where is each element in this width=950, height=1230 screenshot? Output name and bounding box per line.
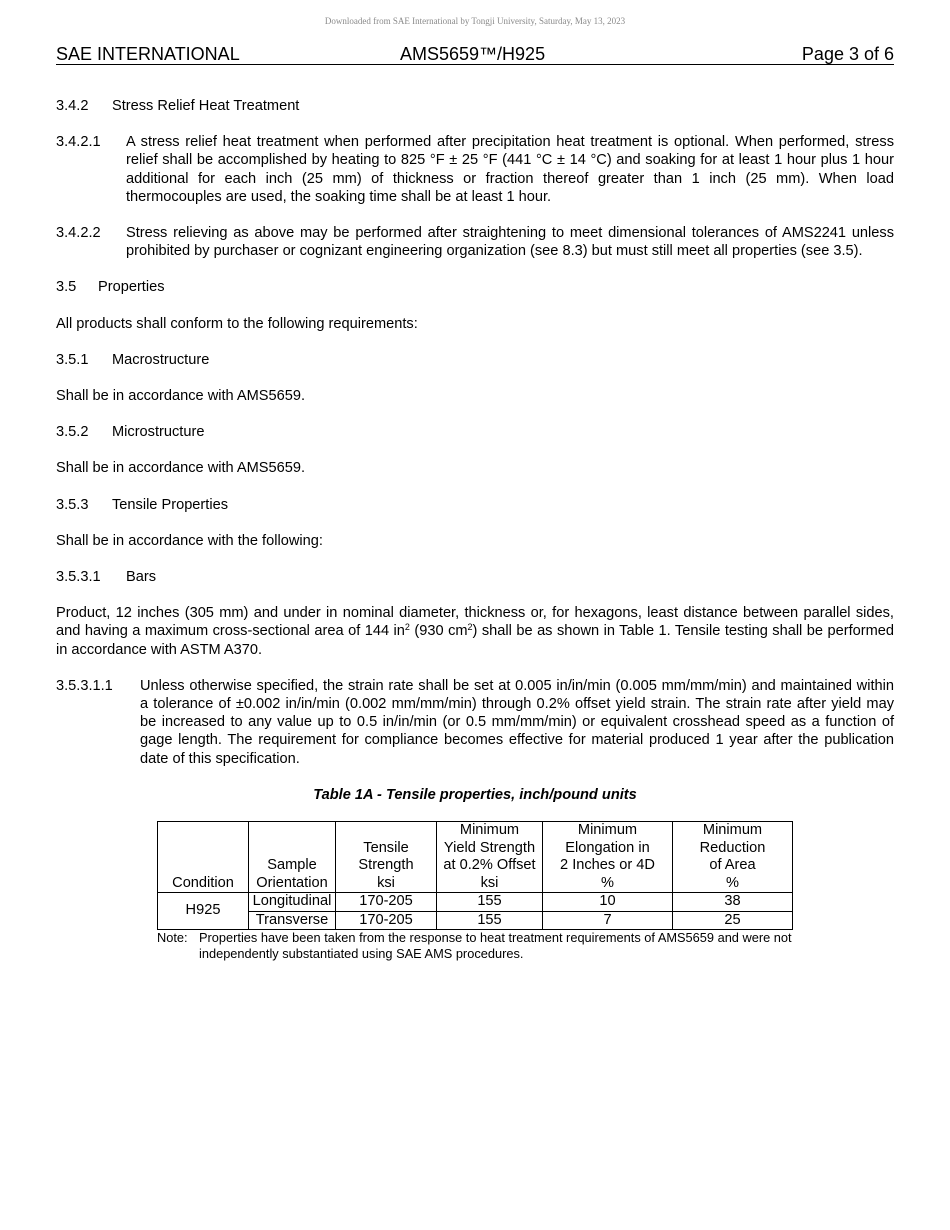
- header-doc-id: AMS5659™/H925: [400, 44, 546, 64]
- header-page-number: Page 3 of 6: [801, 44, 894, 64]
- section-text-3-5-2: Shall be in accordance with AMS5659.: [56, 460, 306, 477]
- header-org: SAE INTERNATIONAL: [56, 44, 240, 64]
- text-run: (930 cm: [409, 623, 468, 640]
- table-cell: 170-205: [336, 893, 437, 912]
- section-text-3-5-3-1: [56, 604, 894, 659]
- section-number: 3.5: [56, 279, 77, 296]
- table-cell: 155: [437, 911, 543, 930]
- table-title: Table 1A - Tensile properties, inch/pound units: [313, 786, 637, 803]
- table-cell: Transverse: [249, 911, 336, 930]
- section-heading-3-4-2: [56, 97, 894, 115]
- page-header: [56, 44, 894, 65]
- section-number: 3.5.2: [56, 424, 89, 441]
- section-heading-3-5: [56, 278, 894, 296]
- section-heading-3-5-3-1: [56, 568, 894, 586]
- section-title: Tensile Properties: [112, 496, 228, 513]
- header-yield-strength: Minimum Yield Strength at 0.2% Offset ksi: [437, 822, 543, 893]
- table-cell: Longitudinal: [249, 893, 336, 912]
- section-title: Bars: [126, 569, 157, 586]
- section-number: 3.5.3.1: [56, 569, 101, 586]
- section-title: Macrostructure: [112, 351, 210, 368]
- table-row: [158, 911, 793, 930]
- section-heading-3-5-2: [56, 423, 894, 441]
- paragraph-text: Stress relieving as above may be performed after straightening to meet dimensional tolerances of AMS2241 unless prohibited by purchaser or cognizant engineering organization (see 8.3) but must still meet all properties (see 3.5).: [126, 225, 894, 260]
- note-label: Note:: [157, 930, 188, 946]
- table-cell: 38: [673, 893, 793, 912]
- paragraph-number: 3.4.2.2: [56, 225, 101, 242]
- superscript: 2: [404, 622, 410, 633]
- table-note: [157, 930, 797, 962]
- document-body: [56, 97, 894, 962]
- section-title: Properties: [98, 279, 165, 296]
- table-cell: 155: [437, 893, 543, 912]
- section-number: 3.5.1: [56, 351, 89, 368]
- table-header-row: [158, 822, 793, 893]
- paragraph-number: 3.5.3.1.1: [56, 677, 113, 694]
- paragraph-text: A stress relief heat treatment when performed after precipitation heat treatment is optional. When performed, stress relief shall be accomplished by heating to 825 °F ± 25 °F (441 °C ± 14 °C) and soaking for at least 1 hour plus 1 hour additional for each inch (25 mm) of thickness or fraction thereof greater than 1 inch (25 mm). When load thermocouples are used, the soaking time shall be at least 1 hour.: [126, 134, 894, 205]
- tensile-properties-table: [157, 821, 793, 930]
- header-tensile-strength: Tensile Strength ksi: [336, 822, 437, 893]
- table-cell: 7: [543, 911, 673, 930]
- section-text-3-5: All products shall conform to the following requirements:: [56, 315, 418, 332]
- condition-cell: H925: [158, 893, 249, 930]
- section-text-3-5-1: Shall be in accordance with AMS5659.: [56, 388, 306, 405]
- section-text-3-5-3: Shall be in accordance with the following:: [56, 532, 323, 549]
- section-heading-3-5-1: [56, 351, 894, 369]
- text-run: ) shall be as shown in Table 1. Tensile testing shall be performed in accordance with ASTM A370.: [56, 623, 894, 658]
- section-title: Microstructure: [112, 424, 205, 441]
- section-title: Stress Relief Heat Treatment: [112, 98, 300, 114]
- paragraph-3-4-2-1: [56, 133, 894, 206]
- paragraph-3-4-2-2: [56, 224, 894, 260]
- header-sample-orientation: Sample Orientation: [249, 822, 336, 893]
- table-cell: 170-205: [336, 911, 437, 930]
- header-reduction-of-area: Minimum Reduction of Area %: [673, 822, 793, 893]
- download-watermark: Downloaded from SAE International by Tongji University, Saturday, May 13, 2023: [324, 16, 626, 26]
- table-cell: 10: [543, 893, 673, 912]
- note-text: Properties have been taken from the response to heat treatment requirements of AMS5659 and were not independently substantiated using SAE AMS procedures.: [199, 930, 792, 962]
- table-row: [158, 893, 793, 912]
- superscript: 2: [467, 622, 473, 633]
- table-cell: 25: [673, 911, 793, 930]
- paragraph-3-5-3-1-1: [56, 677, 894, 768]
- paragraph-number: 3.4.2.1: [56, 134, 101, 151]
- paragraph-text: Unless otherwise specified, the strain rate shall be set at 0.005 in/in/min (0.005 mm/mm/min) and maintained within a tolerance of ±0.002 in/in/min (0.002 mm/mm/min) through 0.2% offset yield strain. The strain rate after yield may be increased to any value up to 0.5 in/in/min (or 0.5 mm/mm/min) or equivalent crosshead speed as a function of gage length. The requirement for compliance becomes effective for material produced 1 year after the publication date of this specification.: [140, 677, 894, 767]
- section-number: 3.5.3: [56, 496, 89, 513]
- header-condition: Condition: [158, 822, 249, 893]
- section-number: 3.4.2: [56, 98, 89, 114]
- section-heading-3-5-3: [56, 496, 894, 514]
- header-elongation: Minimum Elongation in 2 Inches or 4D %: [543, 822, 673, 893]
- text-run: Product, 12 inches (305 mm) and under in nominal diameter, thickness or, for hexagons, least distance between parallel sides, and having a maximum cross-sectional area of 144 in: [56, 605, 894, 640]
